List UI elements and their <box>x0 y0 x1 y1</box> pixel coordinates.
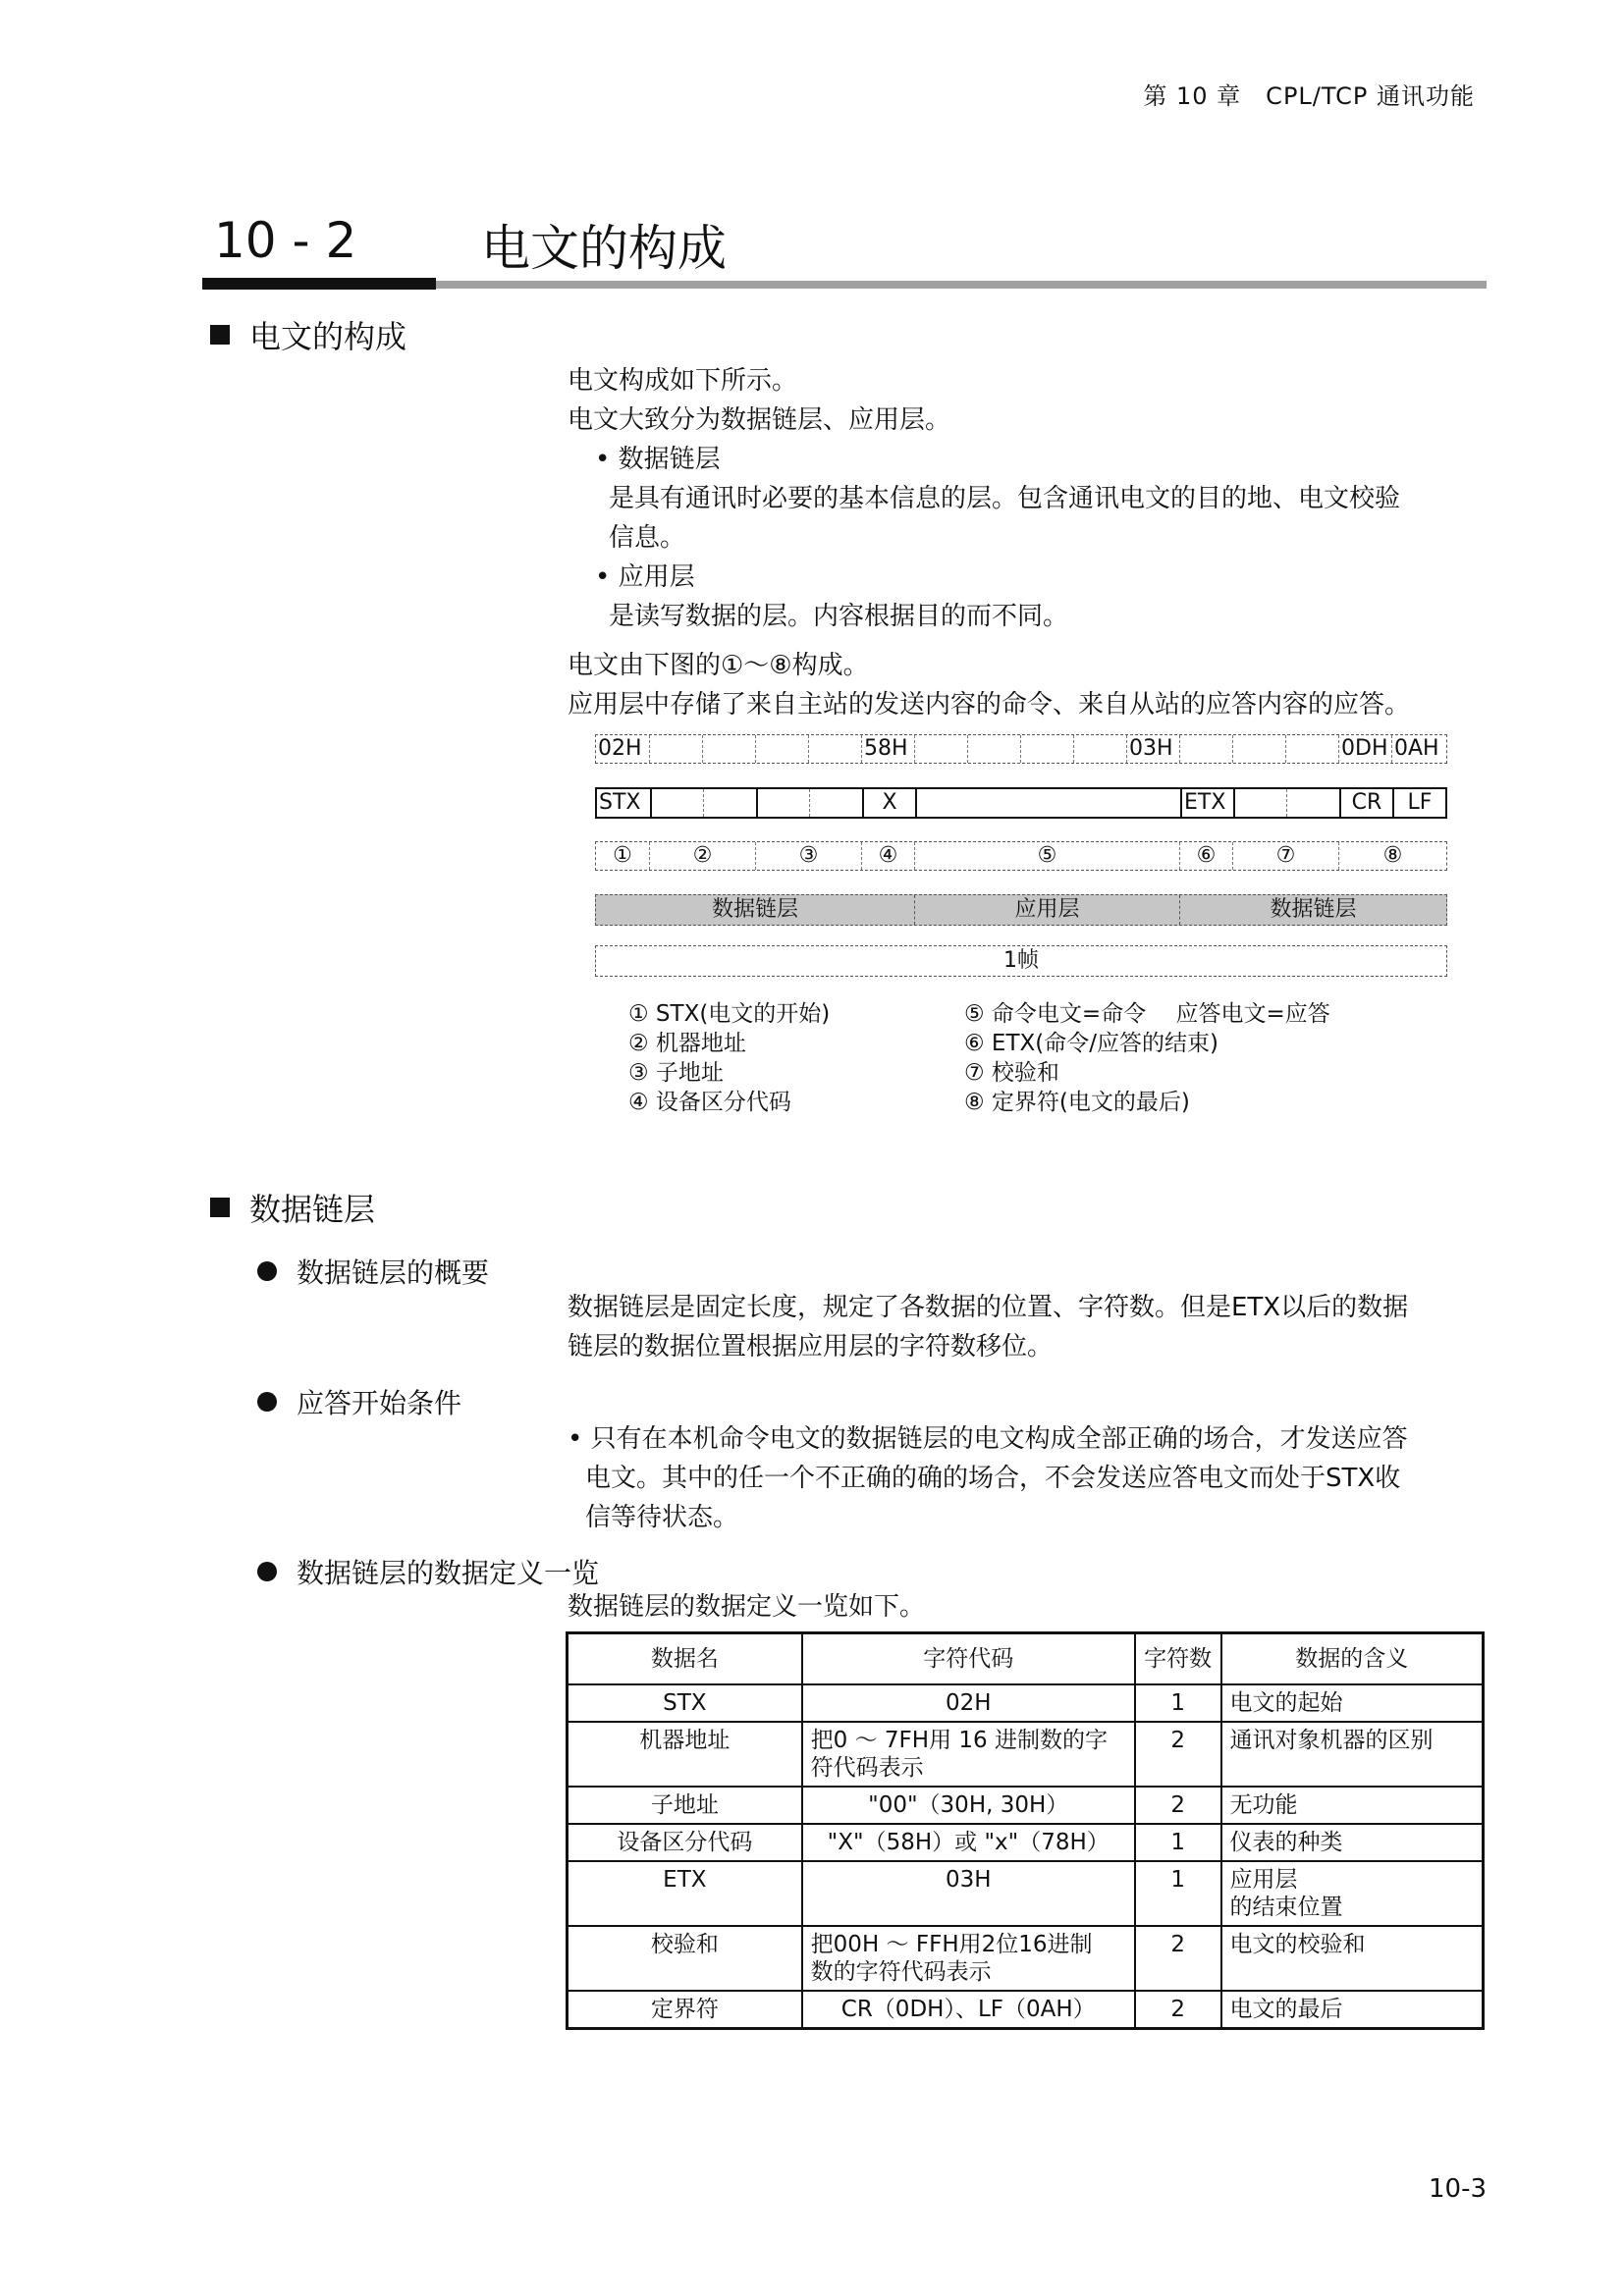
table-cell: 2 <box>1135 1926 1221 1991</box>
datalink-heading-text: 数据链层 <box>249 1191 376 1228</box>
table-row <box>568 1684 1484 1722</box>
datalink-heading <box>210 1185 375 1230</box>
table-cell: 校验和 <box>568 1926 802 1991</box>
char-app-area <box>915 789 1180 817</box>
table-cell: 机器地址 <box>568 1722 802 1787</box>
num-3: ③ <box>755 842 861 870</box>
overview-heading-text: 数据链层的概要 <box>297 1256 490 1289</box>
layer-datalink-right: 数据链层 <box>1179 895 1446 925</box>
square-bullet-icon <box>210 325 230 345</box>
hex-cell <box>649 735 702 763</box>
overview-line: 链层的数据位置根据应用层的字符数移位。 <box>568 1332 1054 1362</box>
hex-x: 58H <box>861 735 914 763</box>
response-line: • 只有在本机命令电文的数据链层的电文构成全部正确的场合，才发送应答 <box>568 1424 1408 1454</box>
table-cell: 1 <box>1135 1684 1221 1722</box>
layer-datalink-left: 数据链层 <box>711 897 798 922</box>
table-cell: 1 <box>1135 1824 1221 1861</box>
hex-cell <box>1179 735 1232 763</box>
column-header: 数据的含义 <box>1221 1633 1484 1685</box>
title-rule-gray <box>436 281 1487 289</box>
hex-cell <box>1232 735 1285 763</box>
column-header: 字符数 <box>1135 1633 1221 1685</box>
overview-line: 数据链层是固定长度，规定了各数据的位置、字符数。但是ETX以后的数据 <box>568 1293 1409 1322</box>
diagram-layer-row <box>595 894 1447 926</box>
char-stx: STX <box>599 790 641 815</box>
table-cell: 2 <box>1135 1991 1221 2029</box>
table-cell: 02H <box>802 1684 1135 1722</box>
diagram-number-row <box>595 841 1447 871</box>
after-line: 电文由下图的①～⑧构成。 <box>568 651 869 680</box>
overview-heading <box>257 1252 489 1291</box>
num-6: ⑥ <box>1179 842 1232 870</box>
table-cell: 无功能 <box>1221 1787 1484 1824</box>
num-1: ① <box>613 843 632 868</box>
table-row <box>568 1926 1484 1991</box>
hex-cell <box>1020 735 1073 763</box>
circle-bullet-icon <box>257 1392 277 1412</box>
structure-intro <box>568 361 1487 724</box>
hex-cell <box>808 735 861 763</box>
table-cell: 2 <box>1135 1787 1221 1824</box>
table-cell: 把0 ～ 7FH用 16 进制数的字 符代码表示 <box>802 1722 1135 1787</box>
num-2: ② <box>649 842 755 870</box>
table-cell: 2 <box>1135 1722 1221 1787</box>
page-number: 10-3 <box>1428 2174 1487 2204</box>
hex-cell <box>755 735 808 763</box>
circle-bullet-icon <box>257 1261 277 1281</box>
table-header-row <box>568 1633 1484 1685</box>
hex-stx: 02H <box>598 736 642 761</box>
char-lf: LF <box>1392 789 1445 817</box>
bullet-title: • 数据链层 <box>595 445 721 474</box>
legend-item: ② 机器地址 <box>628 1031 746 1056</box>
char-etx: ETX <box>1180 789 1233 817</box>
char-cell <box>1233 789 1286 817</box>
bullet-desc: 是具有通讯时必要的基本信息的层。包含通讯电文的目的地、电文校验 <box>609 484 1401 513</box>
table-cell: CR（0DH）、LF（0AH） <box>802 1991 1135 2029</box>
table-cell: 电文的起始 <box>1221 1684 1484 1722</box>
table-cell: 定界符 <box>568 1991 802 2029</box>
intro-line: 电文大致分为数据链层、应用层。 <box>568 405 951 435</box>
list-intro: 数据链层的数据定义一览如下。 <box>568 1592 926 1622</box>
response-heading-text: 应答开始条件 <box>297 1387 462 1419</box>
table-cell: STX <box>568 1684 802 1722</box>
square-bullet-icon <box>210 1198 230 1217</box>
hex-cell <box>914 735 967 763</box>
diagram-frame-row: 1帧 <box>595 945 1447 977</box>
table-body <box>568 1684 1484 2029</box>
response-line: 信等待状态。 <box>585 1503 739 1532</box>
diagram-hex-row <box>595 734 1447 764</box>
table-cell: 设备区分代码 <box>568 1824 802 1861</box>
hex-cr: 0DH <box>1338 735 1393 763</box>
section-number: 10 - 2 <box>214 212 357 269</box>
table-cell: 1 <box>1135 1861 1221 1926</box>
char-cell <box>809 789 862 817</box>
response-line: 电文。其中的任一个不正确的确的场合，不会发送应答电文而处于STX收 <box>585 1464 1401 1493</box>
list-heading-text: 数据链层的数据定义一览 <box>297 1557 600 1589</box>
hex-cell <box>1073 735 1126 763</box>
bullet-title: • 应用层 <box>595 562 695 592</box>
hex-cell <box>1285 735 1338 763</box>
num-4: ④ <box>861 842 914 870</box>
table-cell: "00"（30H, 30H） <box>802 1787 1135 1824</box>
column-header: 字符代码 <box>802 1633 1135 1685</box>
structure-heading-text: 电文的构成 <box>249 318 407 355</box>
title-rule-thick <box>202 278 436 290</box>
char-x: X <box>862 789 915 817</box>
table-cell: 仪表的种类 <box>1221 1824 1484 1861</box>
legend-item: ⑤ 命令电文=命令 应答电文=应答 <box>964 1001 1330 1027</box>
legend-item: ⑧ 定界符(电文的最后) <box>964 1090 1190 1115</box>
table-cell: 应用层 的结束位置 <box>1221 1861 1484 1926</box>
char-cell <box>1286 789 1339 817</box>
table-cell: 电文的校验和 <box>1221 1926 1484 1991</box>
table-cell: 子地址 <box>568 1787 802 1824</box>
intro-line: 电文构成如下所示。 <box>568 366 798 396</box>
char-cell <box>650 789 703 817</box>
layer-application: 应用层 <box>914 895 1179 925</box>
table-cell: 通讯对象机器的区别 <box>1221 1722 1484 1787</box>
table-cell: 电文的最后 <box>1221 1991 1484 2029</box>
table-row <box>568 1861 1484 1926</box>
char-cell <box>703 789 756 817</box>
legend-item: ⑥ ETX(命令/应答的结束) <box>964 1031 1218 1056</box>
legend-left <box>628 999 830 1117</box>
num-5: ⑤ <box>914 842 1179 870</box>
legend-item: ① STX(电文的开始) <box>628 1001 831 1027</box>
table-row <box>568 1824 1484 1861</box>
table-cell: 把00H ～ FFH用2位16进制 数的字符代码表示 <box>802 1926 1135 1991</box>
after-line: 应用层中存储了来自主站的发送内容的命令、来自从站的应答内容的应答。 <box>568 690 1411 720</box>
bullet-desc: 是读写数据的层。内容根据目的而不同。 <box>609 602 1069 631</box>
table-row <box>568 1722 1484 1787</box>
num-8: ⑧ <box>1338 842 1446 870</box>
diagram-char-row <box>595 787 1447 819</box>
structure-heading <box>210 312 406 357</box>
chapter-header: 第 10 章 CPL/TCP 通讯功能 <box>1143 82 1475 110</box>
circle-bullet-icon <box>257 1562 277 1581</box>
hex-etx: 03H <box>1126 735 1179 763</box>
list-heading <box>257 1552 599 1591</box>
char-cr: CR <box>1339 789 1392 817</box>
num-7: ⑦ <box>1232 842 1338 870</box>
response-heading <box>257 1382 461 1421</box>
bullet-desc: 信息。 <box>609 523 686 553</box>
hex-lf: 0AH <box>1391 735 1446 763</box>
table-cell: ETX <box>568 1861 802 1926</box>
char-cell <box>756 789 809 817</box>
column-header: 数据名 <box>568 1633 802 1685</box>
table-cell: 03H <box>802 1861 1135 1926</box>
table-row <box>568 1787 1484 1824</box>
table-cell: "X"（58H）或 "x"（78H） <box>802 1824 1135 1861</box>
table-row <box>568 1991 1484 2029</box>
response-text <box>568 1419 1487 1537</box>
legend-item: ④ 设备区分代码 <box>628 1090 791 1115</box>
legend-right <box>964 999 1330 1117</box>
legend-item: ③ 子地址 <box>628 1060 724 1086</box>
overview-text <box>568 1288 1487 1366</box>
legend-item: ⑦ 校验和 <box>964 1060 1059 1086</box>
hex-cell <box>702 735 755 763</box>
section-title: 电文的构成 <box>481 220 727 277</box>
data-definition-table <box>566 1631 1485 2030</box>
hex-cell <box>967 735 1020 763</box>
